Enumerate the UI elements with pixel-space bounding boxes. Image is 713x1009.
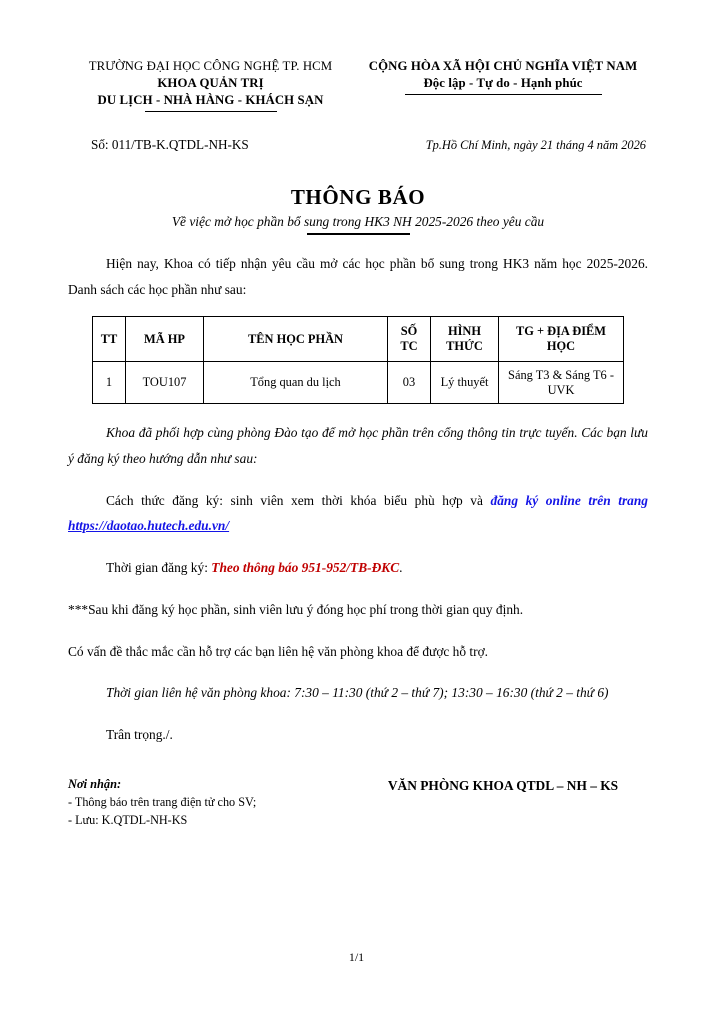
- closing-paragraph: [68, 722, 648, 748]
- letterhead: [68, 58, 648, 112]
- cell-ten-hoc-phan: Tổng quan du lịch: [204, 362, 388, 404]
- title-block: [68, 185, 648, 235]
- tuition-note-text: ***Sau khi đăng ký học phần, sinh viên lưu ý đóng học phí trong thời gian quy định.: [68, 601, 524, 617]
- coordination-paragraph: [68, 420, 648, 471]
- registration-label: Cách thức đăng ký: sinh viên xem thời khóa biểu phù hợp và: [106, 492, 491, 508]
- letterhead-left-rule: [145, 111, 277, 113]
- tuition-note-paragraph: [68, 597, 648, 623]
- cell-so-tc: 03: [388, 362, 431, 404]
- registration-time-paragraph: [68, 555, 648, 581]
- document-footer: [68, 776, 648, 829]
- registration-method-paragraph: [68, 488, 648, 539]
- header-hinh-thuc: HÌNH THỨC: [431, 317, 499, 362]
- place-and-date: Tp.Hồ Chí Minh, ngày 21 tháng 4 năm 2026: [425, 138, 646, 153]
- national-header: CỘNG HÒA XÃ HỘI CHỦ NGHĨA VIỆT NAM: [368, 59, 638, 73]
- reference-row: [68, 137, 648, 153]
- registration-time-value: Theo thông báo 951-952/TB-ĐKC: [211, 560, 400, 576]
- closing-text: Trân trọng./.: [106, 727, 173, 743]
- header-ma-hp: MÃ HP: [126, 317, 204, 362]
- recipients-block: [68, 776, 368, 829]
- document-number: Số: 011/TB-K.QTDL-NH-KS: [91, 137, 249, 153]
- header-so-tc: SỐ TC: [388, 317, 431, 362]
- intro-paragraph: [68, 251, 648, 302]
- recipient-item: - Thông báo trên trang điện tử cho SV;: [68, 795, 257, 810]
- faculty-name-line2: DU LỊCH - NHÀ HÀNG - KHÁCH SẠN: [97, 92, 324, 107]
- intro-text: Hiện nay, Khoa có tiếp nhận yêu cầu mở các học phần bổ sung trong HK3 năm học 2025-2026. Danh sách các học phần như sau:: [68, 255, 648, 297]
- registration-emphasis: đăng ký online trên trang: [490, 492, 649, 508]
- signature-block: VĂN PHÒNG KHOA QTDL – NH – KS: [387, 777, 619, 793]
- recipient-item: - Lưu: K.QTDL-NH-KS: [68, 812, 188, 827]
- cell-ma-hp: TOU107: [126, 362, 204, 404]
- course-table: [92, 316, 624, 404]
- header-tg-dia-diem: TG + ĐỊA ĐIỂM HỌC: [499, 317, 624, 362]
- university-name: TRƯỜNG ĐẠI HỌC CÔNG NGHỆ TP. HCM: [88, 59, 333, 73]
- registration-time-suffix: .: [399, 560, 403, 576]
- recipients-title: Nơi nhận:: [68, 776, 122, 791]
- letterhead-right: [358, 58, 648, 95]
- table-header-row: [93, 317, 624, 362]
- page-subtitle: Về việc mở học phần bổ sung trong HK3 NH 2025-2026 theo yêu cầu: [171, 214, 545, 230]
- registration-portal-link[interactable]: https://daotao.hutech.edu.vn/: [68, 518, 230, 534]
- page-number: 1/1: [348, 950, 365, 964]
- course-table-wrapper: [68, 316, 648, 404]
- letterhead-right-rule: [405, 94, 602, 96]
- cell-tt: 1: [93, 362, 126, 404]
- office-hours-paragraph: [68, 680, 648, 706]
- national-motto: Độc lập - Tự do - Hạnh phúc: [423, 75, 583, 90]
- header-ten-hoc-phan: TÊN HỌC PHẦN: [204, 317, 388, 362]
- letterhead-left: [68, 58, 353, 112]
- support-note-paragraph: [68, 639, 648, 665]
- support-note-text: Có vấn đề thắc mắc cần hỗ trợ các bạn liên hệ văn phòng khoa để được hỗ trợ.: [68, 643, 489, 659]
- office-hours-text: Thời gian liên hệ văn phòng khoa: 7:30 – 11:30 (thứ 2 – thứ 7); 13:30 – 16:30 (thứ 2 – thứ 6): [106, 685, 609, 701]
- table-row: [93, 362, 624, 404]
- header-tt: TT: [93, 317, 126, 362]
- subtitle-rule: [307, 233, 410, 235]
- registration-time-label: Thời gian đăng ký:: [106, 560, 212, 576]
- coordination-text: Khoa đã phối hợp cùng phòng Đào tạo để mở học phần trên cổng thông tin trực tuyến. Các bạn lưu ý đăng ký theo hướng dẫn như sau:: [68, 425, 648, 466]
- document-content: [68, 58, 648, 829]
- page-title: THÔNG BÁO: [290, 185, 426, 210]
- faculty-name-line1: KHOA QUẢN TRỊ: [157, 75, 264, 90]
- cell-tg-dia-diem: Sáng T3 & Sáng T6 - UVK: [499, 362, 624, 404]
- cell-hinh-thuc: Lý thuyết: [431, 362, 499, 404]
